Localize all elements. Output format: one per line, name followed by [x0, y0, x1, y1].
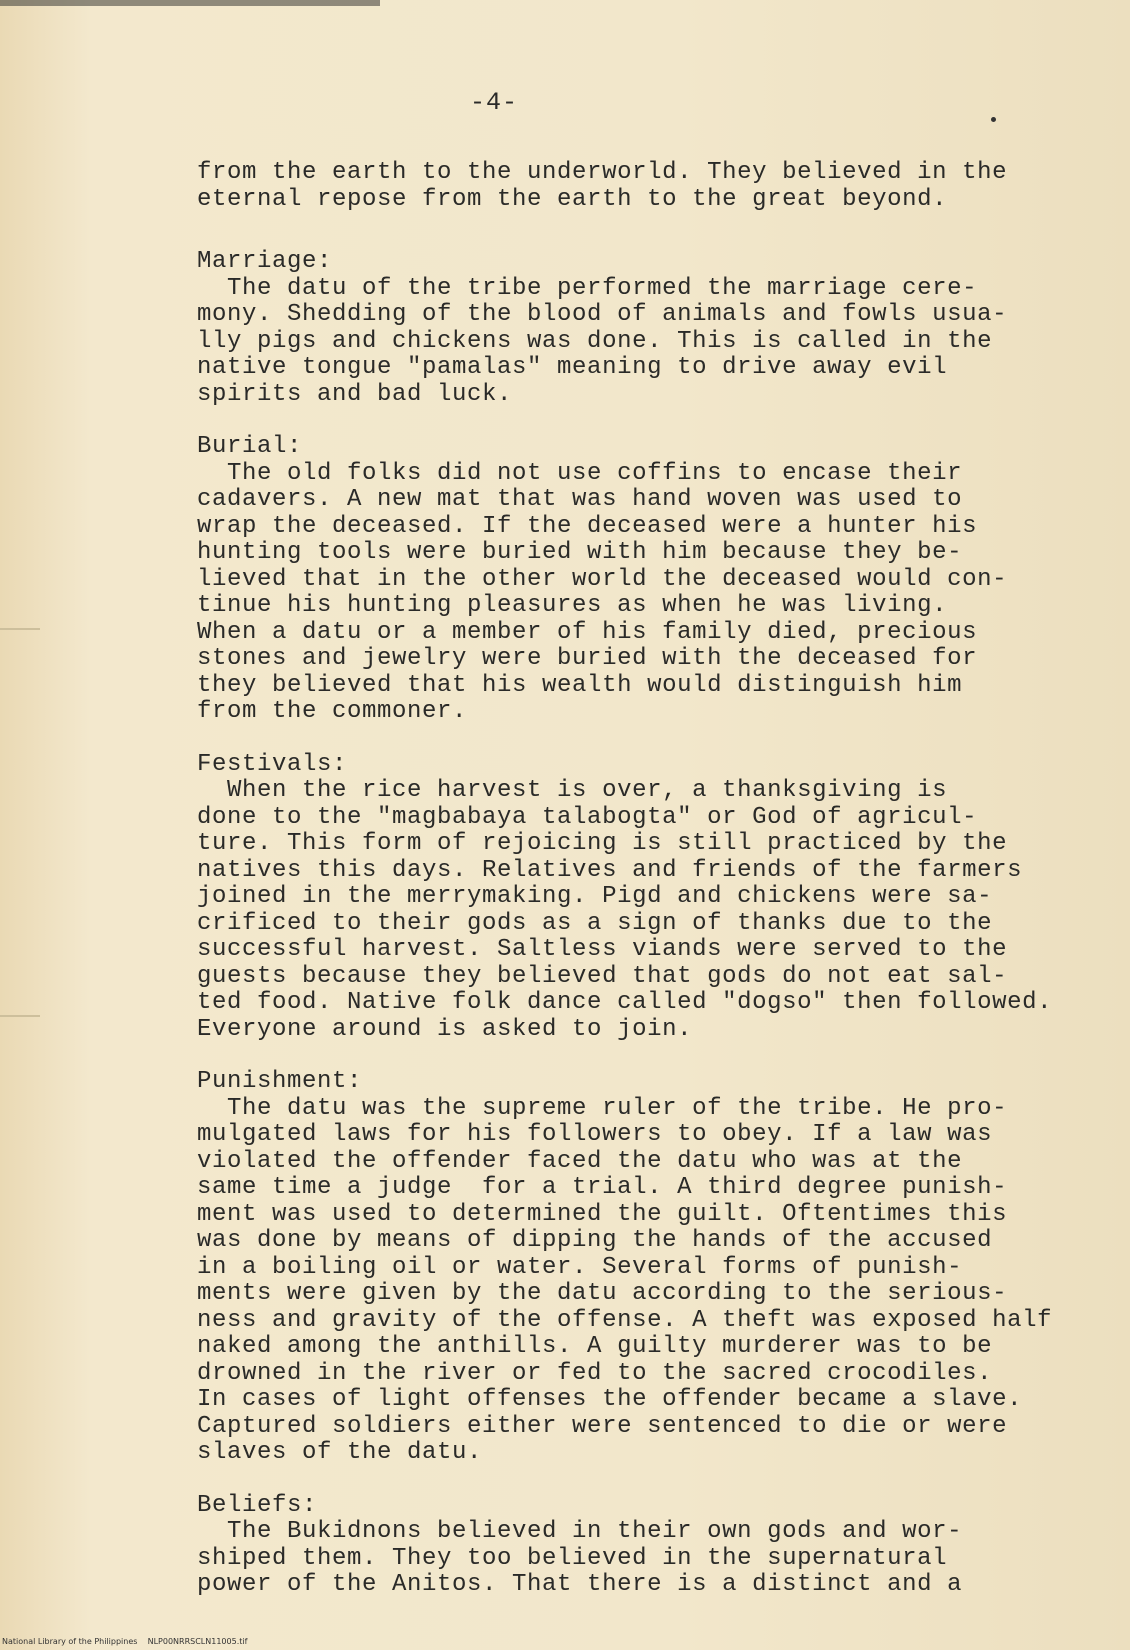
text-line: drowned in the river or fed to the sacred crocodiles. — [197, 1359, 993, 1387]
text-line: successful harvest. Saltless viands were served to the — [197, 936, 1008, 963]
section-marriage — [197, 249, 1097, 408]
text-line: cadavers. A new mat that was hand woven was used to — [197, 486, 963, 513]
text-line: ments were given by the datu according to the serious- — [197, 1280, 1008, 1307]
text-line: ted food. Native folk dance called "dogso" then followed. — [197, 989, 1053, 1016]
text-line: stones and jewelry were buried with the deceased for — [197, 645, 978, 672]
section-festivals — [197, 752, 1097, 1044]
text-line: wrap the deceased. If the deceased were a hunter his — [197, 512, 978, 540]
text-line: from the earth to the underworld. They believed in the — [197, 159, 1008, 186]
text-line: native tongue "pamalas" meaning to drive away evil — [197, 354, 948, 381]
text-line: from the commoner. — [197, 698, 468, 725]
text-line: same time a judge for a trial. A third degree punish- — [197, 1174, 1008, 1201]
text-line: ness and gravity of the offense. A theft was exposed half — [197, 1306, 1053, 1334]
text-line: power of the Anitos. That there is a distinct and a — [197, 1571, 963, 1598]
section-title: Marriage: — [197, 248, 333, 275]
section-burial — [197, 434, 1097, 726]
text-line: naked among the anthills. A guilty murderer was to be — [197, 1333, 993, 1360]
text-line: Captured soldiers either were sentenced to die or were — [197, 1412, 1008, 1440]
text-line: was done by means of dipping the hands of the accused — [197, 1227, 993, 1254]
text-line: The old folks did not use coffins to encase their — [197, 459, 963, 487]
margin-mark — [0, 628, 40, 630]
section-beliefs — [197, 1493, 1097, 1599]
text-line: they believed that his wealth would distinguish him — [197, 671, 963, 699]
text-line: lieved that in the other world the deceased would con- — [197, 565, 1008, 593]
text-line: mony. Shedding of the blood of animals and fowls usua- — [197, 301, 1008, 328]
text-line: guests because they believed that gods do not eat sal- — [197, 962, 1008, 990]
text-line: slaves of the datu. — [197, 1439, 483, 1466]
text-line: When the rice harvest is over, a thanksgiving is — [197, 777, 948, 804]
text-line: shiped them. They too believed in the supernatural — [197, 1544, 948, 1572]
text-line: eternal repose from the earth to the great beyond. — [197, 185, 948, 213]
text-line: The datu of the tribe performed the marriage cere- — [197, 274, 978, 302]
section-title: Burial: — [197, 433, 303, 460]
text-line: The datu was the supreme ruler of the tribe. He pro- — [197, 1094, 1008, 1122]
section-punishment — [197, 1069, 1097, 1467]
document-body — [197, 160, 1097, 1599]
text-line: In cases of light offenses the offender became a slave. — [197, 1386, 1023, 1413]
section-title: Festivals: — [197, 750, 348, 778]
section-title: Punishment: — [197, 1068, 363, 1095]
text-line: spirits and bad luck. — [197, 380, 513, 408]
text-line: joined in the merrymaking. Pigd and chickens were sa- — [197, 883, 993, 910]
archive-footer: National Library of the Philippines NLP00NRRSCLN11005.tif — [2, 1637, 248, 1646]
text-line: ment was used to determined the guilt. Oftentimes this — [197, 1200, 1008, 1228]
text-line: ture. This form of rejoicing is still practiced by the — [197, 830, 1008, 857]
section-title: Beliefs: — [197, 1491, 318, 1519]
text-line: When a datu or a member of his family died, precious — [197, 618, 978, 646]
text-line: Everyone around is asked to join. — [197, 1015, 693, 1043]
intro-paragraph — [197, 160, 1097, 213]
text-line: natives this days. Relatives and friends of the farmers — [197, 856, 1023, 884]
text-line: crificed to their gods as a sign of thanks due to the — [197, 909, 993, 937]
text-line: done to the "magbabaya talabogta" or God of agricul- — [197, 803, 978, 831]
margin-mark — [0, 1015, 40, 1017]
page-number: -4- — [470, 88, 519, 117]
text-line: tinue his hunting pleasures as when he was living. — [197, 592, 948, 619]
text-line: violated the offender faced the datu who was at the — [197, 1147, 963, 1175]
ink-dot — [991, 117, 996, 122]
text-line: The Bukidnons believed in their own gods and wor- — [197, 1518, 963, 1545]
text-line: in a boiling oil or water. Several forms of punish- — [197, 1253, 963, 1281]
text-line: mulgated laws for his followers to obey. If a law was — [197, 1121, 993, 1148]
page-top-edge — [0, 0, 380, 6]
text-line: lly pigs and chickens was done. This is called in the — [197, 327, 993, 355]
text-line: hunting tools were buried with him because they be- — [197, 539, 963, 566]
